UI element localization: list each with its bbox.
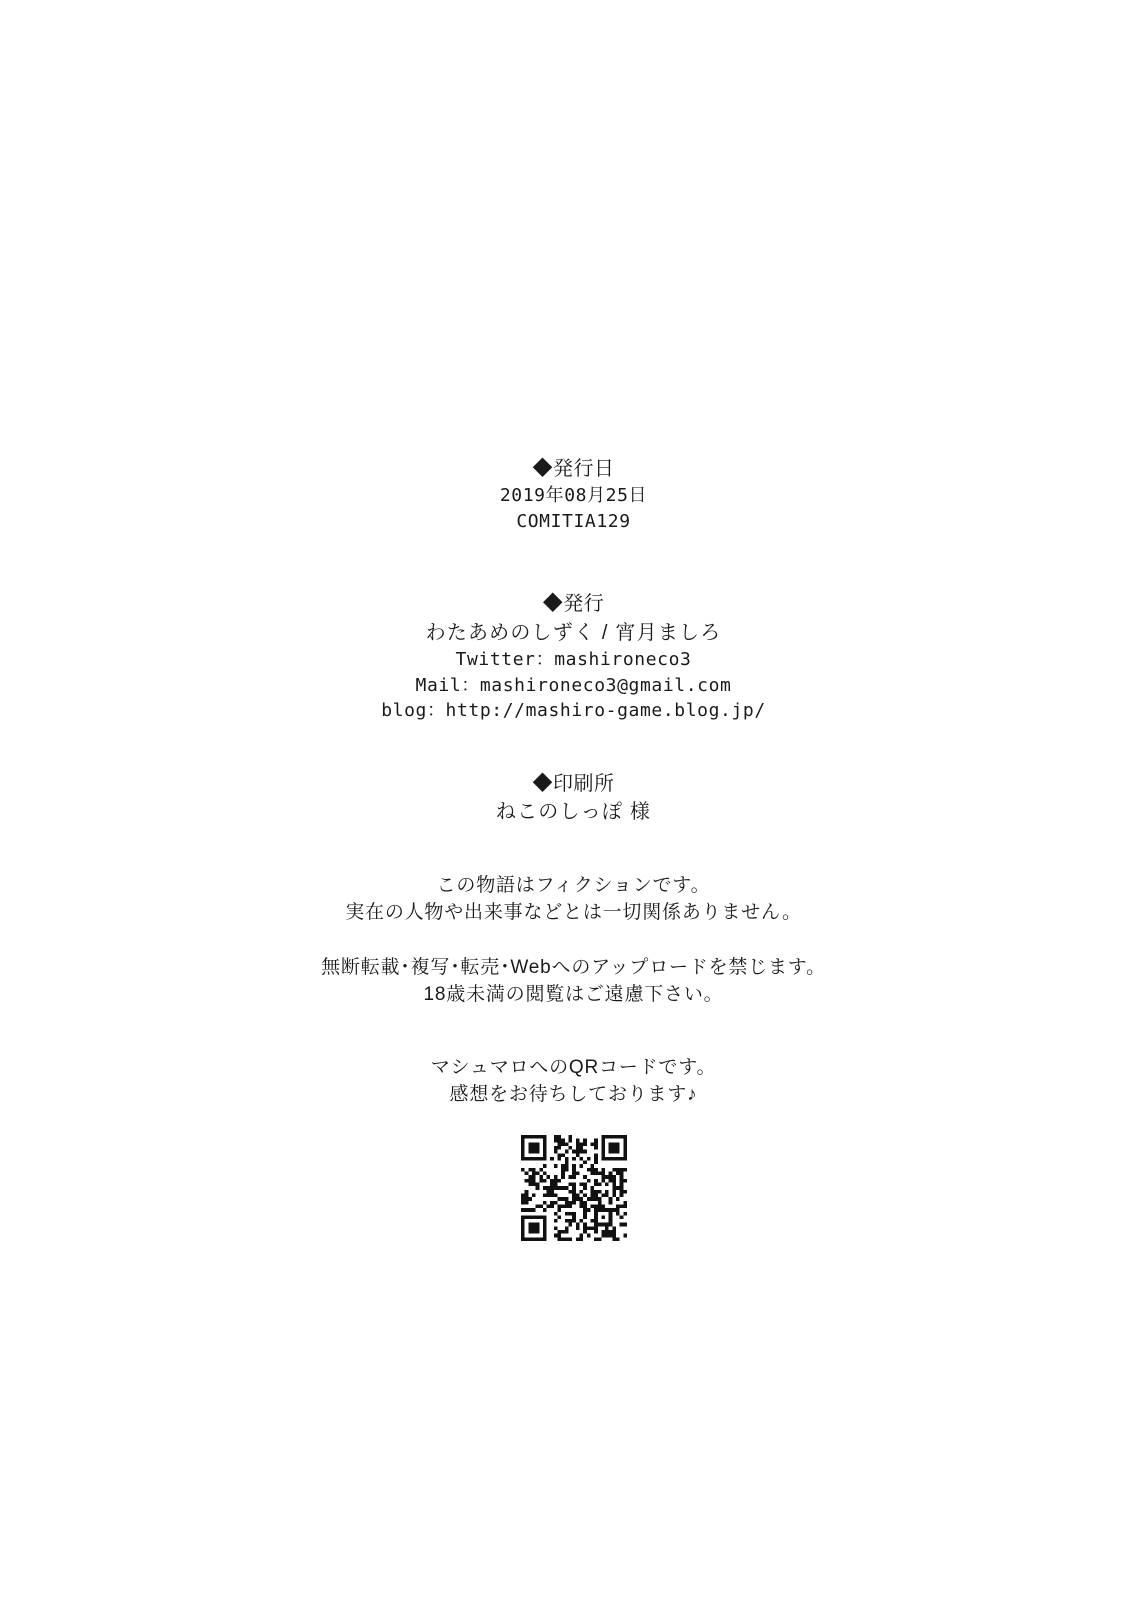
qr-code-wrapper [0,1135,1147,1241]
publisher-section [0,590,1147,723]
disclaimer-section [0,873,1147,927]
printer-section [0,770,1147,827]
qr-caption-line-1: マシュマロへのQRコードです。 [430,1056,717,1078]
qr-code-icon[interactable] [521,1135,627,1241]
publisher-circle: わたあめのしずく / 宵月ましろ [425,621,722,644]
printer-heading: ◆印刷所 [532,772,615,795]
publisher-heading: ◆発行 [542,593,605,616]
publisher-twitter: Twitter：mashironeco3 [455,649,692,671]
publisher-mail: Mail：mashironeco3@gmail.com [415,674,732,696]
qr-section [0,1055,1147,1241]
spacer-2 [0,724,1147,770]
publish-date-value: 2019年08月25日 [499,485,648,507]
publish-date-section [0,455,1147,534]
spacer-3 [0,827,1147,873]
disclaimer-line-1: この物語はフィクションです。 [436,874,711,896]
printer-name: ねこのしっぽ 様 [495,801,652,824]
spacer-5 [0,1009,1147,1055]
notice-line-1: 無断転載･複写･転売･Webへのアップロードを禁じます。 [321,956,826,978]
disclaimer-line-2: 実在の人物や出来事などとは一切関係ありません。 [345,901,802,923]
spacer-4 [0,927,1147,955]
notice-section [0,955,1147,1009]
colophon-block [0,455,1147,1241]
spacer-1 [0,534,1147,590]
notice-line-2: 18歳未満の閲覧はご遠慮下さい。 [423,983,724,1005]
publish-date-heading: ◆発行日 [532,458,615,480]
publish-event-value: COMITIA129 [516,510,631,532]
qr-caption-line-2: 感想をお待ちしております♪ [449,1083,698,1105]
publisher-blog: blog：http://mashiro-game.blog.jp/ [381,700,766,722]
